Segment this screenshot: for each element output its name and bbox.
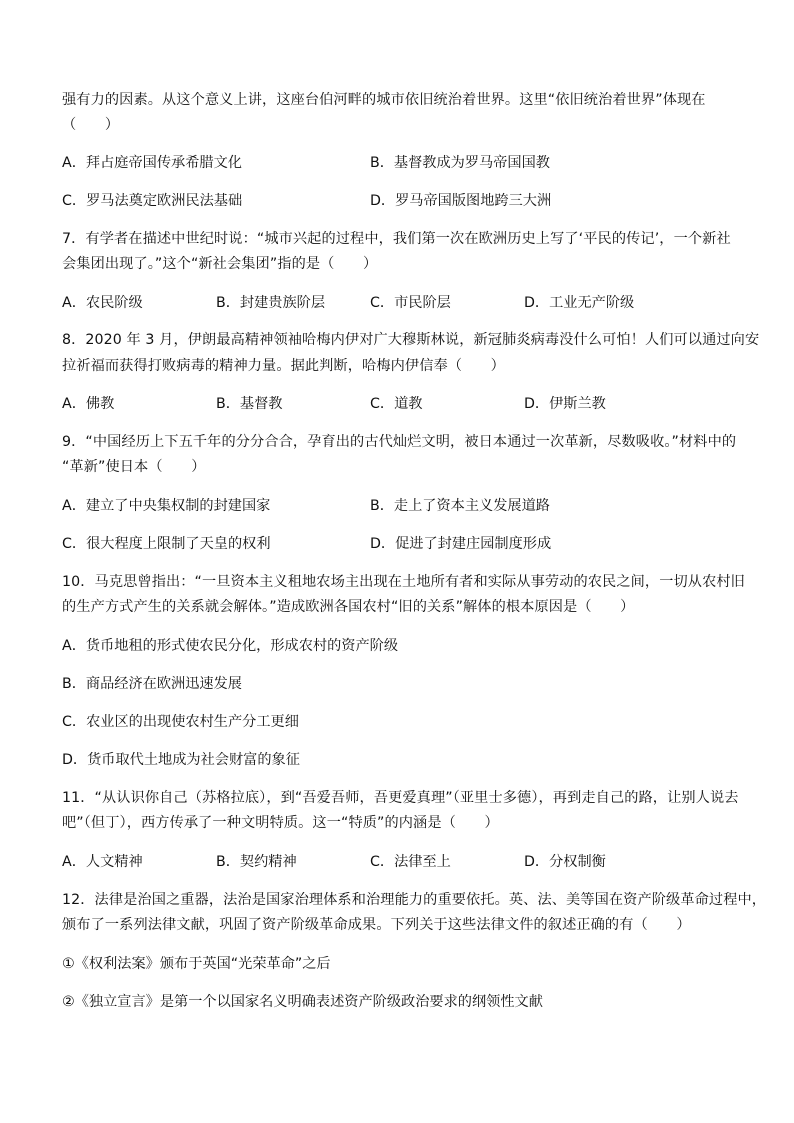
q12-statement-2: ②《独立宣言》是第一个以国家名义明确表述资产阶级政治要求的纲领性文献	[62, 994, 543, 1010]
q12-stem-line-1: 12．法律是治国之重器，法治是国家治理体系和治理能力的重要依托。英、法、美等国在资产阶级革命过程中，	[62, 892, 767, 908]
q11-option-d: D．分权制衡	[524, 854, 606, 870]
q11-stem-line-2: 吧”（但丁），西方传承了一种文明特质。这一“特质”的内涵是（ ）	[62, 815, 499, 831]
q6-stem-line-1: 强有力的因素。从这个意义上讲，这座台伯河畔的城市依旧统治着世界。这里“依旧统治着世界”体现在	[62, 92, 706, 108]
q9-option-c: C．很大程度上限制了天皇的权利	[62, 536, 271, 552]
q6-option-c: C．罗马法奠定欧洲民法基础	[62, 193, 243, 209]
q10-option-a: A．货币地租的形式使农民分化，形成农村的资产阶级	[62, 638, 399, 654]
q11-option-b: B．契约精神	[216, 854, 297, 870]
q12-statement-1: ①《权利法案》颁布于英国“光荣革命”之后	[62, 956, 331, 972]
q6-option-b: B．基督教成为罗马帝国国教	[370, 155, 550, 171]
q9-option-a: A．建立了中央集权制的封建国家	[62, 498, 271, 514]
q7-option-b: B．封建贵族阶层	[216, 295, 326, 311]
q7-option-c: C．市民阶层	[370, 295, 451, 311]
q9-option-b: B．走上了资本主义发展道路	[370, 498, 550, 514]
q7-option-d: D．工业无产阶级	[524, 295, 635, 311]
q11-stem-line-1: 11．“从认识你自己（苏格拉底），到“吾爱吾师，吾更爱真理”（亚里士多德），再到走自己的路，让别人说去	[62, 790, 739, 806]
q11-option-a: A．人文精神	[62, 854, 143, 870]
q10-stem-line-1: 10．马克思曾指出：“一旦资本主义租地农场主出现在土地所有者和实际从事劳动的农民之间，一切从农村旧	[62, 574, 745, 590]
q8-option-d: D．伊斯兰教	[524, 396, 606, 412]
q8-stem-line-1: 8．2020 年 3 月，伊朗最高精神领袖哈梅内伊对广大穆斯林说，新冠肺炎病毒没什么可怕！人们可以通过向安	[62, 332, 760, 348]
q12-stem-line-2: 颁布了一系列法律文献，巩固了资产阶级革命成果。下列关于这些法律文件的叙述正确的有（ ）	[62, 917, 691, 933]
q10-stem-line-2: 的生产方式产生的关系就会解体。”造成欧洲各国农村“旧的关系”解体的根本原因是（ ）	[62, 599, 635, 615]
q9-option-d: D．促进了封建庄园制度形成	[370, 536, 552, 552]
q7-stem-line-2: 会集团出现了。”这个“新社会集团”指的是（ ）	[62, 256, 378, 272]
q8-option-a: A．佛教	[62, 396, 115, 412]
q9-stem-line-1: 9．“中国经历上下五千年的分分合合，孕育出的古代灿烂文明，被日本通过一次革新，尽数吸收。”材料中的	[62, 434, 737, 450]
q6-option-a: A．拜占庭帝国传承希腊文化	[62, 155, 242, 171]
q6-answer-blank: （ ）	[62, 117, 120, 133]
q10-option-b: B．商品经济在欧洲迅速发展	[62, 676, 242, 692]
q10-option-d: D．货币取代土地成为社会财富的象征	[62, 752, 300, 768]
q10-option-c: C．农业区的出现使农村生产分工更细	[62, 714, 299, 730]
q8-option-c: C．道教	[370, 396, 423, 412]
q8-option-b: B．基督教	[216, 396, 283, 412]
q8-stem-line-2: 拉祈福而获得打败病毒的精神力量。据此判断，哈梅内伊信奉（ ）	[62, 358, 505, 374]
q11-option-c: C．法律至上	[370, 854, 451, 870]
q6-option-d: D．罗马帝国版图地跨三大洲	[370, 193, 552, 209]
q9-stem-line-2: “革新”使日本（ ）	[62, 459, 206, 475]
q7-stem-line-1: 7．有学者在描述中世纪时说：“城市兴起的过程中，我们第一次在欧洲历史上写了‘平民的传记’，一个新社	[62, 231, 731, 247]
q7-option-a: A．农民阶级	[62, 295, 143, 311]
